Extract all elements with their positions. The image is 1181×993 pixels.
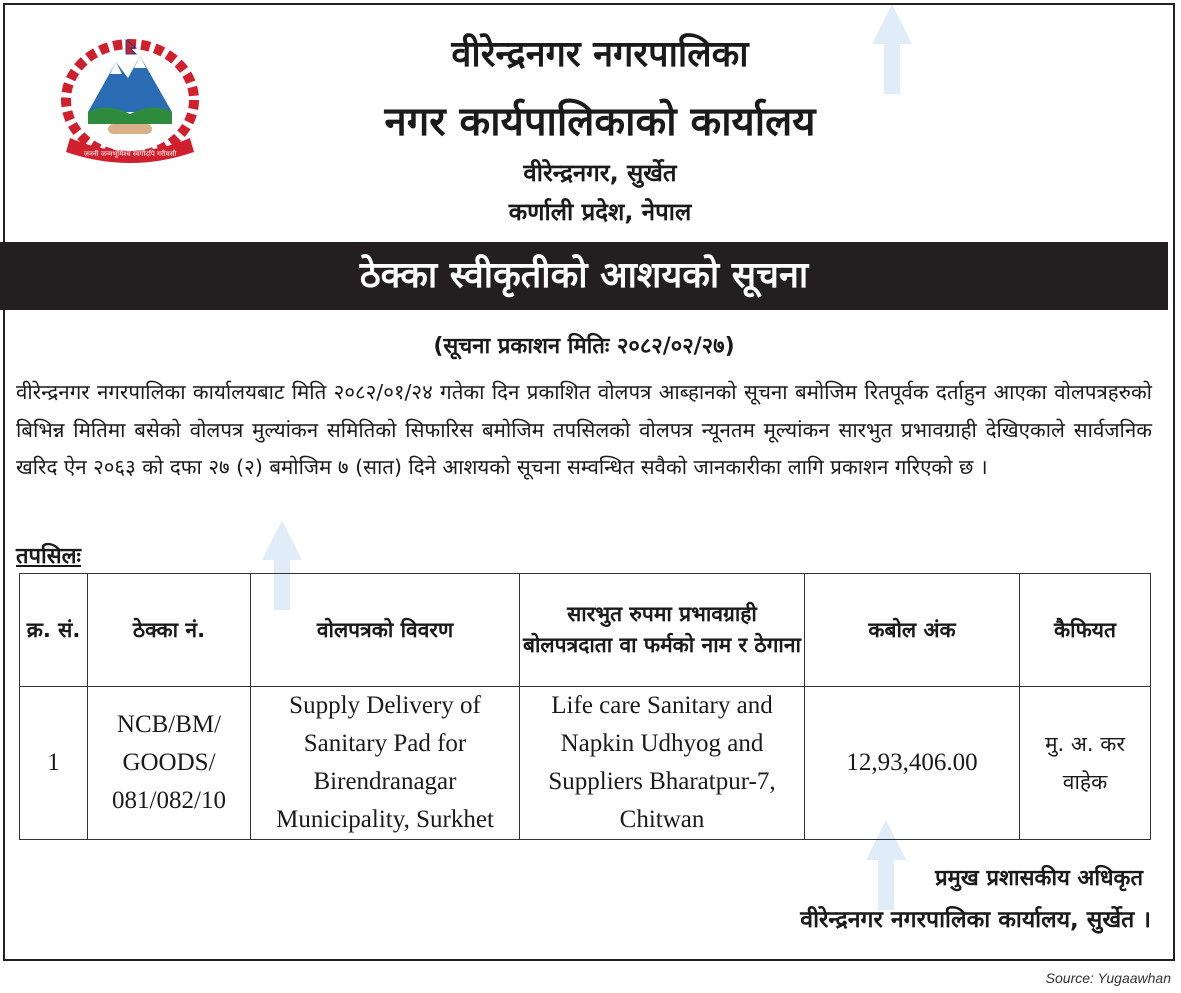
col-header-description: वोलपत्रको विवरण xyxy=(251,574,520,687)
notice-title-banner: ठेक्का स्वीकृतीको आशयको सूचना xyxy=(0,242,1168,310)
col-header-bidder: सारभुत रुपमा प्रभावग्राही बोलपत्रदाता वा फर्मको नाम र ठेगाना xyxy=(520,574,805,687)
municipality-name: वीरेन्द्रनगर नगरपालिका xyxy=(451,34,749,75)
address-line1: वीरेन्द्रनगर, सुर्खेत xyxy=(523,159,677,187)
table-row xyxy=(20,687,1151,840)
publish-date: (सूचना प्रकाशन मितिः २०८२/०२/२७) xyxy=(433,334,735,359)
address-line2: कर्णाली प्रदेश, नेपाल xyxy=(508,198,692,226)
cell-amount: 12,93,406.00 xyxy=(805,687,1020,840)
source-credit: Source: Yugaawhan xyxy=(1045,970,1171,986)
col-header-sn: क्र. सं. xyxy=(20,574,88,687)
notice-body: वीरेन्द्रनगर नगरपालिका कार्यालयबाट मिति २०८२/०१/२४ गतेका दिन प्रकाशित वोलपत्र आब्हानको सूचना बमोजिम रितपूर्वक दर्ताहुन आएका वोलपत्रहरुको बिभिन्न मितिमा बसेको वोलपत्र मुल्यांकन समितिको सिफारिस बमोजिम तपसिलको वोलपत्र न्यूनतम मूल्यांकन सारभुत प्रभावग्राही देखिएकाले सार्वजनिक खरिद ऐन २०६३ को दफा २७ (२) बमोजिम ७ (सात) दिने आशयको सूचना सम्वन्धित सवैको जानकारीका लागि प्रकाशन गरिएको छ । xyxy=(16,380,1152,479)
cell-description: Supply Delivery of Sanitary Pad for Birendranagar Municipality, Surkhet xyxy=(251,687,520,840)
col-header-contract-no: ठेक्का नं. xyxy=(88,574,251,687)
cell-contract-no: NCB/BM/ GOODS/ 081/082/10 xyxy=(88,687,251,840)
office-name: नगर कार्यपालिकाको कार्यालय xyxy=(384,99,816,145)
svg-text:जननी जन्मभूमिश्च स्वर्गादपि गर: जननी जन्मभूमिश्च स्वर्गादपि गरीयसी xyxy=(83,150,177,158)
contract-table xyxy=(19,573,1151,840)
table-header-row xyxy=(20,574,1151,687)
cell-sn: 1 xyxy=(20,687,88,840)
signatory-designation: प्रमुख प्रशासकीय अधिकृत xyxy=(935,866,1143,891)
signatory-office: वीरेन्द्रनगर नगरपालिका कार्यालय, सुर्खेत । xyxy=(800,907,1151,933)
cell-bidder: Life care Sanitary and Napkin Udhyog and Suppliers Bharatpur-7, Chitwan xyxy=(520,687,805,840)
schedule-label: तपसिलः xyxy=(16,544,81,569)
col-header-remarks: कैफियत xyxy=(1020,574,1151,687)
col-header-amount: कबोल अंक xyxy=(805,574,1020,687)
cell-remarks: मु. अ. कर वाहेक xyxy=(1020,687,1151,840)
